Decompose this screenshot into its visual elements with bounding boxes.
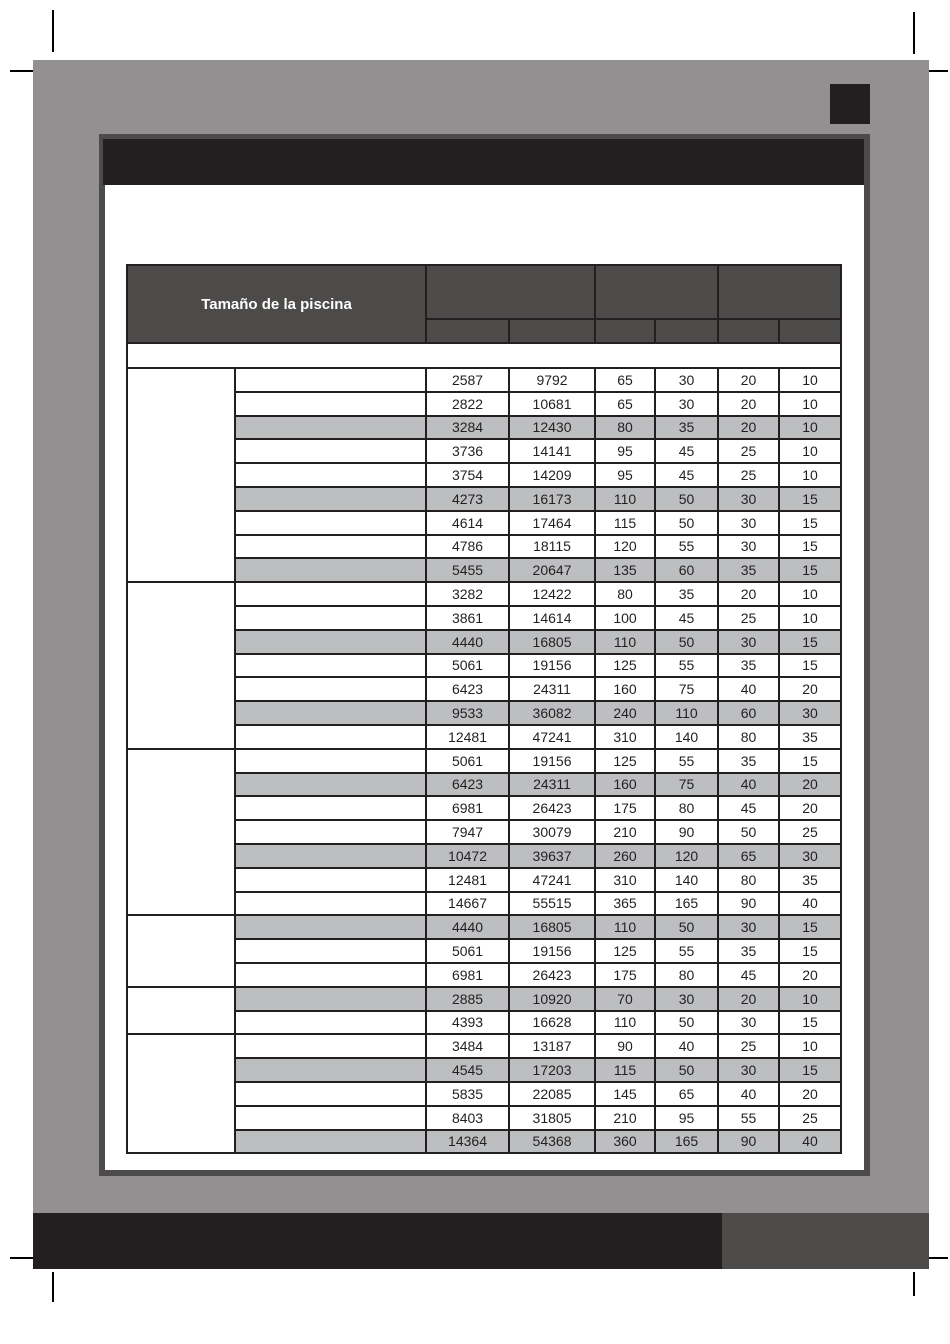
section-subheader-cell xyxy=(127,343,841,368)
value-cell: 310 xyxy=(595,725,655,749)
value-cell: 210 xyxy=(595,820,655,844)
value-cell: 365 xyxy=(595,892,655,916)
value-cell: 15 xyxy=(779,630,841,654)
group-label-cell xyxy=(127,749,235,916)
size-label-cell xyxy=(235,773,426,797)
value-cell: 75 xyxy=(655,773,718,797)
value-cell: 4614 xyxy=(426,511,509,535)
value-cell: 15 xyxy=(779,939,841,963)
value-cell: 10 xyxy=(779,606,841,630)
value-cell: 19156 xyxy=(509,749,595,773)
value-cell: 24311 xyxy=(509,677,595,701)
value-cell: 55 xyxy=(655,535,718,559)
table-row xyxy=(127,1106,841,1130)
value-cell: 95 xyxy=(655,1106,718,1130)
value-cell: 5061 xyxy=(426,749,509,773)
table-row xyxy=(127,416,841,440)
size-label-cell xyxy=(235,582,426,606)
size-label-cell xyxy=(235,963,426,987)
value-cell: 4273 xyxy=(426,487,509,511)
value-cell: 20 xyxy=(718,987,779,1011)
value-cell: 15 xyxy=(779,558,841,582)
value-cell: 6981 xyxy=(426,963,509,987)
value-cell: 115 xyxy=(595,1058,655,1082)
value-cell: 10 xyxy=(779,582,841,606)
value-cell: 10 xyxy=(779,987,841,1011)
size-label-cell xyxy=(235,892,426,916)
header-sub-cell xyxy=(509,319,595,343)
crop-mark xyxy=(52,1272,54,1302)
value-cell: 4393 xyxy=(426,1011,509,1035)
value-cell: 26423 xyxy=(509,963,595,987)
value-cell: 55515 xyxy=(509,892,595,916)
value-cell: 210 xyxy=(595,1106,655,1130)
table-row xyxy=(127,1130,841,1154)
value-cell: 13187 xyxy=(509,1034,595,1058)
table-row xyxy=(127,439,841,463)
size-label-cell xyxy=(235,1130,426,1154)
size-label-cell xyxy=(235,463,426,487)
value-cell: 360 xyxy=(595,1130,655,1154)
value-cell: 2587 xyxy=(426,368,509,392)
value-cell: 40 xyxy=(655,1034,718,1058)
value-cell: 18115 xyxy=(509,535,595,559)
value-cell: 14141 xyxy=(509,439,595,463)
table-row xyxy=(127,368,841,392)
value-cell: 65 xyxy=(718,844,779,868)
value-cell: 15 xyxy=(779,487,841,511)
size-label-cell xyxy=(235,416,426,440)
value-cell: 45 xyxy=(718,796,779,820)
size-label-cell xyxy=(235,535,426,559)
value-cell: 17464 xyxy=(509,511,595,535)
value-cell: 80 xyxy=(655,963,718,987)
value-cell: 12430 xyxy=(509,416,595,440)
value-cell: 19156 xyxy=(509,654,595,678)
value-cell: 35 xyxy=(655,582,718,606)
table-row xyxy=(127,844,841,868)
value-cell: 15 xyxy=(779,749,841,773)
table-row xyxy=(127,701,841,725)
value-cell: 16173 xyxy=(509,487,595,511)
header-group-3 xyxy=(718,265,841,319)
value-cell: 4545 xyxy=(426,1058,509,1082)
value-cell: 5835 xyxy=(426,1082,509,1106)
table-row xyxy=(127,820,841,844)
value-cell: 25 xyxy=(718,1034,779,1058)
value-cell: 40 xyxy=(718,773,779,797)
value-cell: 30 xyxy=(655,987,718,1011)
value-cell: 5061 xyxy=(426,654,509,678)
value-cell: 50 xyxy=(655,915,718,939)
crop-mark xyxy=(913,1272,915,1296)
value-cell: 20 xyxy=(779,796,841,820)
crop-mark xyxy=(52,10,54,52)
value-cell: 40 xyxy=(718,1082,779,1106)
table-row xyxy=(127,773,841,797)
table-row xyxy=(127,677,841,701)
value-cell: 4786 xyxy=(426,535,509,559)
value-cell: 35 xyxy=(718,939,779,963)
value-cell: 3282 xyxy=(426,582,509,606)
value-cell: 12481 xyxy=(426,868,509,892)
value-cell: 50 xyxy=(655,511,718,535)
table-row xyxy=(127,725,841,749)
value-cell: 35 xyxy=(718,558,779,582)
value-cell: 2822 xyxy=(426,392,509,416)
value-cell: 14667 xyxy=(426,892,509,916)
table-row xyxy=(127,654,841,678)
value-cell: 75 xyxy=(655,677,718,701)
value-cell: 80 xyxy=(595,582,655,606)
section-subheader-row xyxy=(127,343,841,368)
header-sub-cell xyxy=(779,319,841,343)
value-cell: 90 xyxy=(718,892,779,916)
size-label-cell xyxy=(235,1034,426,1058)
value-cell: 260 xyxy=(595,844,655,868)
value-cell: 50 xyxy=(655,487,718,511)
size-label-cell xyxy=(235,701,426,725)
size-label-cell xyxy=(235,487,426,511)
value-cell: 17203 xyxy=(509,1058,595,1082)
group-label-cell xyxy=(127,987,235,1035)
value-cell: 65 xyxy=(595,392,655,416)
value-cell: 9533 xyxy=(426,701,509,725)
size-label-cell xyxy=(235,915,426,939)
value-cell: 25 xyxy=(718,439,779,463)
size-label-cell xyxy=(235,725,426,749)
value-cell: 80 xyxy=(718,725,779,749)
value-cell: 20 xyxy=(779,677,841,701)
header-group-1 xyxy=(426,265,595,319)
value-cell: 3754 xyxy=(426,463,509,487)
value-cell: 39637 xyxy=(509,844,595,868)
value-cell: 54368 xyxy=(509,1130,595,1154)
value-cell: 12422 xyxy=(509,582,595,606)
value-cell: 45 xyxy=(655,606,718,630)
pool-size-header: Tamaño de la piscina xyxy=(127,265,426,343)
footer-bar xyxy=(33,1213,722,1269)
table-row xyxy=(127,535,841,559)
size-label-cell xyxy=(235,939,426,963)
value-cell: 19156 xyxy=(509,939,595,963)
value-cell: 110 xyxy=(595,1011,655,1035)
value-cell: 120 xyxy=(655,844,718,868)
header-sub-cell xyxy=(595,319,655,343)
table-row xyxy=(127,963,841,987)
value-cell: 15 xyxy=(779,511,841,535)
value-cell: 14614 xyxy=(509,606,595,630)
value-cell: 14209 xyxy=(509,463,595,487)
value-cell: 12481 xyxy=(426,725,509,749)
value-cell: 30 xyxy=(718,535,779,559)
value-cell: 140 xyxy=(655,725,718,749)
value-cell: 5061 xyxy=(426,939,509,963)
value-cell: 10 xyxy=(779,1034,841,1058)
table-row xyxy=(127,487,841,511)
value-cell: 30 xyxy=(718,630,779,654)
value-cell: 125 xyxy=(595,654,655,678)
value-cell: 10 xyxy=(779,368,841,392)
value-cell: 7947 xyxy=(426,820,509,844)
table-row xyxy=(127,511,841,535)
value-cell: 160 xyxy=(595,773,655,797)
size-label-cell xyxy=(235,439,426,463)
value-cell: 20 xyxy=(718,416,779,440)
value-cell: 110 xyxy=(595,487,655,511)
value-cell: 35 xyxy=(655,416,718,440)
value-cell: 35 xyxy=(779,868,841,892)
size-label-cell xyxy=(235,511,426,535)
value-cell: 55 xyxy=(655,749,718,773)
value-cell: 15 xyxy=(779,1011,841,1035)
value-cell: 90 xyxy=(595,1034,655,1058)
value-cell: 55 xyxy=(655,654,718,678)
value-cell: 50 xyxy=(655,1058,718,1082)
value-cell: 310 xyxy=(595,868,655,892)
value-cell: 30 xyxy=(718,487,779,511)
table-row xyxy=(127,463,841,487)
value-cell: 9792 xyxy=(509,368,595,392)
size-label-cell xyxy=(235,368,426,392)
table-row xyxy=(127,915,841,939)
value-cell: 14364 xyxy=(426,1130,509,1154)
value-cell: 16805 xyxy=(509,915,595,939)
value-cell: 10 xyxy=(779,416,841,440)
value-cell: 10 xyxy=(779,463,841,487)
value-cell: 8403 xyxy=(426,1106,509,1130)
value-cell: 3484 xyxy=(426,1034,509,1058)
value-cell: 15 xyxy=(779,1058,841,1082)
value-cell: 65 xyxy=(595,368,655,392)
group-label-cell xyxy=(127,368,235,582)
value-cell: 10 xyxy=(779,439,841,463)
crop-mark xyxy=(913,12,915,54)
size-label-cell xyxy=(235,796,426,820)
value-cell: 95 xyxy=(595,439,655,463)
value-cell: 30 xyxy=(718,511,779,535)
size-label-cell xyxy=(235,1011,426,1035)
table-row xyxy=(127,1011,841,1035)
value-cell: 165 xyxy=(655,1130,718,1154)
value-cell: 15 xyxy=(779,915,841,939)
value-cell: 30079 xyxy=(509,820,595,844)
size-label-cell xyxy=(235,1106,426,1130)
size-label-cell xyxy=(235,749,426,773)
size-label-cell xyxy=(235,654,426,678)
header-sub-cell xyxy=(426,319,509,343)
value-cell: 6423 xyxy=(426,677,509,701)
value-cell: 20 xyxy=(779,1082,841,1106)
header-row xyxy=(127,265,841,319)
value-cell: 160 xyxy=(595,677,655,701)
value-cell: 55 xyxy=(655,939,718,963)
value-cell: 65 xyxy=(655,1082,718,1106)
value-cell: 35 xyxy=(779,725,841,749)
value-cell: 40 xyxy=(718,677,779,701)
value-cell: 10681 xyxy=(509,392,595,416)
value-cell: 50 xyxy=(718,820,779,844)
value-cell: 3861 xyxy=(426,606,509,630)
table-row xyxy=(127,939,841,963)
panel-header-bar xyxy=(103,139,864,185)
size-label-cell xyxy=(235,1058,426,1082)
value-cell: 40 xyxy=(779,1130,841,1154)
value-cell: 36082 xyxy=(509,701,595,725)
value-cell: 60 xyxy=(718,701,779,725)
table-row xyxy=(127,558,841,582)
size-label-cell xyxy=(235,392,426,416)
table-row xyxy=(127,892,841,916)
value-cell: 25 xyxy=(718,606,779,630)
size-label-cell xyxy=(235,987,426,1011)
value-cell: 5455 xyxy=(426,558,509,582)
size-label-cell xyxy=(235,630,426,654)
value-cell: 4440 xyxy=(426,630,509,654)
value-cell: 31805 xyxy=(509,1106,595,1130)
value-cell: 95 xyxy=(595,463,655,487)
value-cell: 25 xyxy=(779,820,841,844)
size-label-cell xyxy=(235,820,426,844)
value-cell: 145 xyxy=(595,1082,655,1106)
table-row xyxy=(127,1082,841,1106)
value-cell: 80 xyxy=(655,796,718,820)
table-row xyxy=(127,582,841,606)
value-cell: 60 xyxy=(655,558,718,582)
value-cell: 20 xyxy=(779,963,841,987)
size-label-cell xyxy=(235,1082,426,1106)
table-row xyxy=(127,868,841,892)
value-cell: 3284 xyxy=(426,416,509,440)
value-cell: 125 xyxy=(595,939,655,963)
value-cell: 45 xyxy=(655,463,718,487)
value-cell: 15 xyxy=(779,535,841,559)
header-sub-cell xyxy=(718,319,779,343)
value-cell: 20 xyxy=(718,392,779,416)
value-cell: 6423 xyxy=(426,773,509,797)
group-label-cell xyxy=(127,582,235,749)
size-label-cell xyxy=(235,606,426,630)
value-cell: 20 xyxy=(718,368,779,392)
value-cell: 165 xyxy=(655,892,718,916)
value-cell: 100 xyxy=(595,606,655,630)
value-cell: 30 xyxy=(779,701,841,725)
table-row xyxy=(127,987,841,1011)
size-label-cell xyxy=(235,677,426,701)
value-cell: 45 xyxy=(718,963,779,987)
value-cell: 47241 xyxy=(509,725,595,749)
group-label-cell xyxy=(127,915,235,986)
value-cell: 90 xyxy=(655,820,718,844)
value-cell: 50 xyxy=(655,1011,718,1035)
value-cell: 40 xyxy=(779,892,841,916)
value-cell: 15 xyxy=(779,654,841,678)
value-cell: 25 xyxy=(779,1106,841,1130)
value-cell: 30 xyxy=(718,915,779,939)
value-cell: 20 xyxy=(718,582,779,606)
page-number-block xyxy=(830,84,870,124)
value-cell: 16805 xyxy=(509,630,595,654)
value-cell: 80 xyxy=(718,868,779,892)
value-cell: 175 xyxy=(595,796,655,820)
value-cell: 24311 xyxy=(509,773,595,797)
value-cell: 10 xyxy=(779,392,841,416)
value-cell: 240 xyxy=(595,701,655,725)
value-cell: 55 xyxy=(718,1106,779,1130)
table-row xyxy=(127,606,841,630)
value-cell: 80 xyxy=(595,416,655,440)
value-cell: 2885 xyxy=(426,987,509,1011)
table-row xyxy=(127,796,841,820)
value-cell: 25 xyxy=(718,463,779,487)
value-cell: 3736 xyxy=(426,439,509,463)
pool-size-table xyxy=(126,264,842,1154)
value-cell: 10472 xyxy=(426,844,509,868)
value-cell: 110 xyxy=(595,915,655,939)
table-row xyxy=(127,630,841,654)
value-cell: 30 xyxy=(779,844,841,868)
value-cell: 30 xyxy=(718,1058,779,1082)
value-cell: 110 xyxy=(655,701,718,725)
table-row xyxy=(127,1034,841,1058)
value-cell: 90 xyxy=(718,1130,779,1154)
value-cell: 10920 xyxy=(509,987,595,1011)
value-cell: 30 xyxy=(655,368,718,392)
group-label-cell xyxy=(127,1034,235,1153)
value-cell: 50 xyxy=(655,630,718,654)
value-cell: 4440 xyxy=(426,915,509,939)
value-cell: 135 xyxy=(595,558,655,582)
size-label-cell xyxy=(235,558,426,582)
value-cell: 140 xyxy=(655,868,718,892)
size-label-cell xyxy=(235,868,426,892)
header-group-2 xyxy=(595,265,718,319)
footer-tab xyxy=(722,1213,929,1269)
value-cell: 26423 xyxy=(509,796,595,820)
header-sub-cell xyxy=(655,319,718,343)
value-cell: 70 xyxy=(595,987,655,1011)
value-cell: 120 xyxy=(595,535,655,559)
value-cell: 20 xyxy=(779,773,841,797)
table-row xyxy=(127,1058,841,1082)
value-cell: 20647 xyxy=(509,558,595,582)
value-cell: 125 xyxy=(595,749,655,773)
value-cell: 175 xyxy=(595,963,655,987)
value-cell: 47241 xyxy=(509,868,595,892)
value-cell: 16628 xyxy=(509,1011,595,1035)
size-label-cell xyxy=(235,844,426,868)
value-cell: 115 xyxy=(595,511,655,535)
value-cell: 45 xyxy=(655,439,718,463)
value-cell: 6981 xyxy=(426,796,509,820)
table-row xyxy=(127,392,841,416)
value-cell: 22085 xyxy=(509,1082,595,1106)
value-cell: 35 xyxy=(718,654,779,678)
value-cell: 110 xyxy=(595,630,655,654)
value-cell: 30 xyxy=(655,392,718,416)
value-cell: 30 xyxy=(718,1011,779,1035)
value-cell: 35 xyxy=(718,749,779,773)
table-row xyxy=(127,749,841,773)
